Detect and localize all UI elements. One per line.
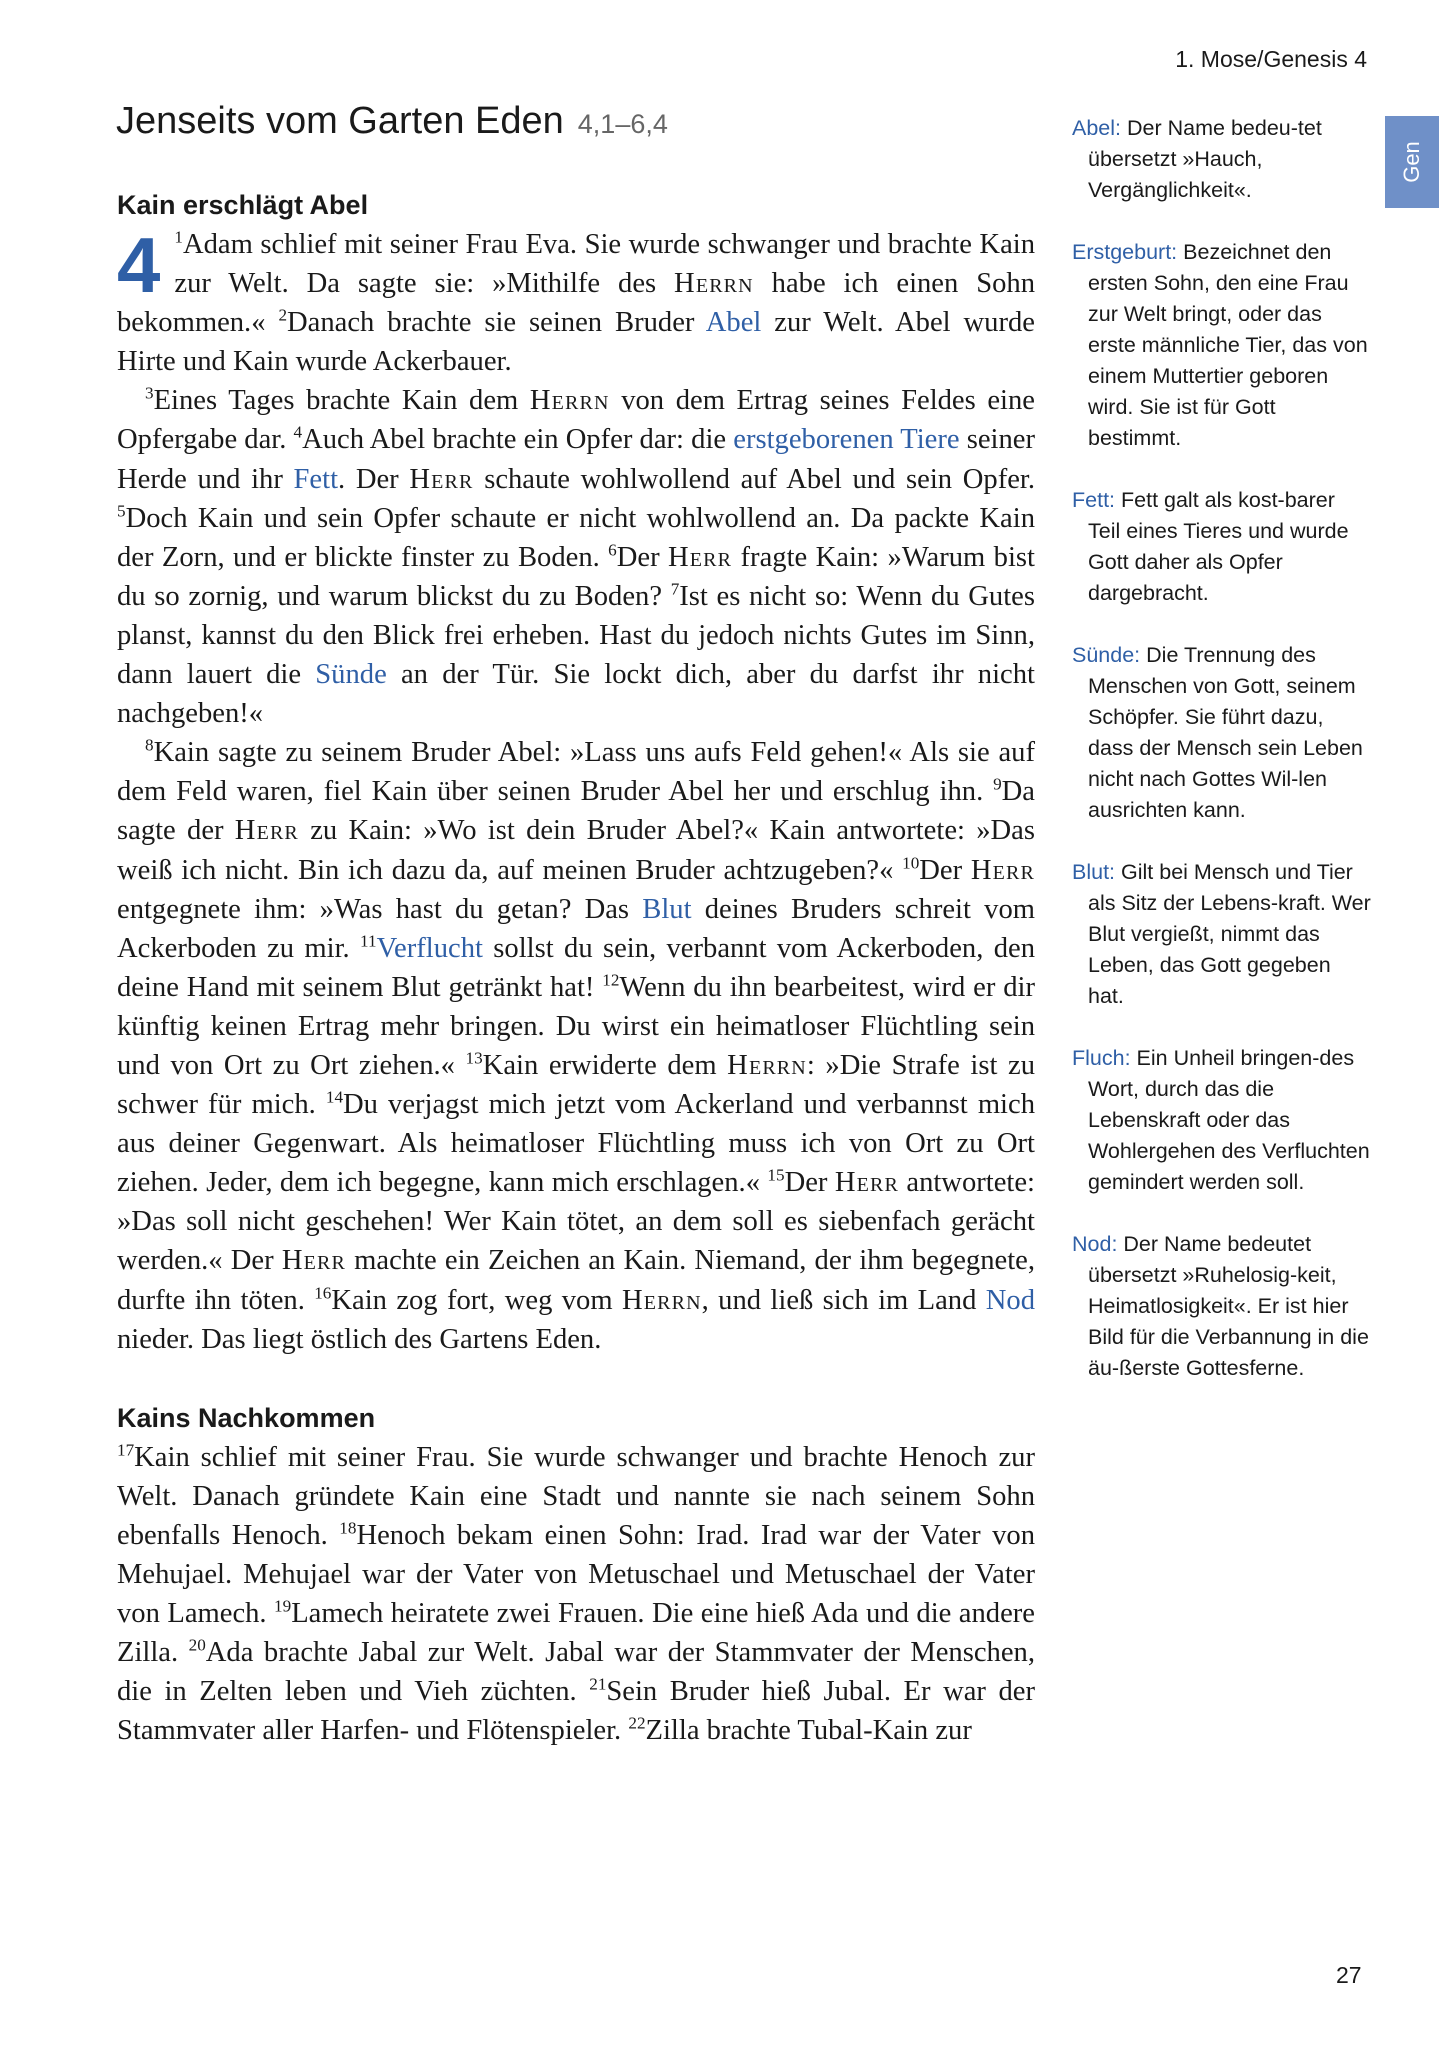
verse-text: Da sagte der [117,776,1035,847]
glossary-term: Fett: [1072,488,1116,512]
verse-number: 13 [465,1048,483,1068]
book-tab-label: Gen [1399,141,1424,183]
glossary-definition: Bezeichnet den ersten Sohn, den eine Frau zur Welt bringt, oder das erste männliche Tier, das von einem Muttertier geboren wird. Sie ist für Gott bestimmt. [1088,240,1368,450]
glossary-definition: Ein Unheil bringen-des Wort, durch das die Lebenskraft oder das Wohlergehen des Verfluchten gemindert werden soll. [1088,1046,1370,1194]
glossary-term: Blut: [1072,860,1116,884]
verse-text: Kain sagte zu seinem Bruder Abel: »Lass uns aufs Feld gehen!« Als sie auf dem Feld waren, fiel Kain über seinen Bruder Abel her und erschlug ihn. [117,737,1035,808]
glossary-link-nod[interactable]: Nod [985,1284,1035,1316]
divine-name: Herrn [621,1284,702,1316]
verse-text: Du verjagst mich jetzt vom Ackerland und verbannst mich aus deiner Gegenwart. Als heimatloser Flüchtling muss ich von Ort zu Ort ziehen. Jeder, dem ich begegne, kann mich erschlagen.« [117,1089,1035,1199]
glossary-definition: Die Trennung des Menschen von Gott, seinem Schöpfer. Sie führt dazu, dass der Mensch sein Leben nicht nach Gottes Wil-len ausrichten kann. [1088,643,1363,822]
divine-name: Herrn [727,1049,807,1081]
glossary-link-blut[interactable]: Blut [642,893,692,925]
verse-text: Der [616,541,669,573]
verse-number: 22 [628,1714,646,1734]
verse-text: Henoch bekam einen Sohn: Irad. Irad war der Vater von Mehujael. Mehujael war der Vater von Metuschael und Metuschael der Vater von Lamech. [117,1519,1036,1630]
glossary-term: Fluch: [1072,1046,1131,1070]
verse-text: , und ließ sich im Land [701,1284,986,1316]
glossary-entry-fett [1072,485,1372,609]
verse-number: 3 [145,384,154,404]
glossary-definition: Der Name bedeu-tet übersetzt »Hauch, Vergänglichkeit«. [1088,116,1322,202]
divine-name: Herr [668,541,733,573]
verse-text: habe ich einen Sohn bekommen.« [117,268,1035,339]
verse-text: deines Bruders schreit vom Ackerboden zu mir. [117,893,1035,964]
verse-text: Der [919,854,971,886]
glossary-entry-abel [1072,113,1372,206]
section-title-text: Jenseits vom Garten Eden [116,100,564,142]
verse-number: 9 [993,775,1002,795]
verse-text: Eines Tages brachte Kain dem [153,385,530,417]
subheading: Kain erschlägt Abel [117,190,369,220]
verse-text: Kain erwiderte dem [482,1049,728,1081]
verse-number: 14 [325,1087,344,1107]
verse-text: an der Tür. Sie lockt dich, aber du darfst ihr nicht nachgeben!« [117,659,1035,730]
verse-text: Der [784,1167,835,1199]
verse-text: Danach brachte sie seinen Bruder [287,307,706,339]
verse-text: antwortete: »Das soll nicht geschehen! Wer Kain tötet, an dem soll es siebenfach gerächt werden.« Der [117,1167,1035,1277]
verse-number: 12 [602,970,620,990]
section-title [116,100,668,143]
verse-text: schaute wohlwollend auf Abel und sein Opfer. [473,463,1036,495]
verse-number: 7 [670,579,680,599]
verse-text: zu Kain: »Wo ist dein Bruder Abel?« Kain antwortete: »Das weiß ich nicht. Bin ich dazu da, auf meinen Bruder achtzugeben?« [117,815,1035,886]
verse-text: zur Welt. Abel wurde Hirte und Kain wurde Ackerbauer. [117,307,1035,378]
verse-text: Lamech heiratete zwei Frauen. Die eine hieß Ada und die andere Zilla. [117,1598,1035,1669]
verse-number: 15 [767,1165,785,1185]
verse-text: Sein Bruder hieß Jubal. Er war der Stammvater aller Harfen- und Flötenspieler. [117,1676,1035,1747]
glossary-term: Erstgeburt: [1072,240,1178,264]
divine-name: Herrn [674,268,754,300]
verse-number: 2 [278,305,288,325]
glossary-entry-suende [1072,640,1372,826]
glossary-link-erstgeburt[interactable]: erstgeborenen Tiere [733,424,960,456]
glossary-definition: Fett galt als kost-barer Teil eines Tieres und wurde Gott daher als Opfer dargebracht. [1088,488,1349,605]
verse-number: 21 [589,1675,607,1694]
paragraph [117,733,1035,1359]
glossary-definition: Gilt bei Mensch und Tier als Sitz der Lebens-kraft. Wer Blut vergießt, nimmt das Leben, das Gott gegeben hat. [1088,860,1371,1008]
glossary-term: Sünde: [1072,643,1141,667]
paragraph [117,1438,1035,1751]
glossary-sidebar [1072,113,1372,1415]
verse-text: Kain schlief mit seiner Frau. Sie wurde schwanger und brachte Henoch zur Welt. Danach gründete Kain eine Stadt und nannte sie nach seinem Sohn ebenfalls Henoch. [117,1441,1035,1551]
main-text [117,186,1035,1750]
running-header: 1. Mose/Genesis 4 [1175,46,1367,72]
glossary-link-fett[interactable]: Fett [293,463,339,495]
verse-number: 11 [360,931,377,951]
verse-text: Auch Abel brachte ein Opfer dar: die [302,424,734,456]
verse-text: Ada brachte Jabal zur Welt. Jabal war der Stammvater der Menschen, die in Zelten leben und Vieh züchten. [117,1637,1035,1708]
paragraph [117,381,1035,733]
glossary-link-fluch[interactable]: Verflucht [376,932,483,964]
verse-text: machte ein Zeichen an Kain. Niemand, der ihm begegnete, durfte ihn töten. [117,1245,1035,1316]
verse-text: Zilla brachte Tubal-Kain zur [645,1715,972,1747]
verse-number: 20 [188,1635,206,1655]
verse-text: Doch Kain und sein Opfer schaute er nicht wohlwollend an. Da packte Kain der Zorn, und er blickte finster zu Boden. [117,502,1035,573]
glossary-entry-erstgeburt [1072,237,1372,454]
verse-number: 6 [608,540,617,560]
verse-text: nieder. Das liegt östlich des Gartens Eden. [117,1323,602,1355]
glossary-entry-fluch [1072,1043,1372,1198]
verse-number: 8 [145,735,154,755]
verse-number: 19 [274,1596,292,1616]
section-range: 4,1–6,4 [577,109,668,139]
glossary-link-abel[interactable]: Abel [705,307,762,339]
glossary-link-suende[interactable]: Sünde [315,659,387,691]
page-number: 27 [1336,1962,1362,1988]
paragraph [117,221,1035,381]
verse-text: Wenn du ihn bearbeitest, wird er dir künftig keinen Ertrag mehr bringen. Du wirst ein heimatloser Flüchtling sein und von Ort zu Ort ziehen.« [117,971,1035,1081]
glossary-term: Nod: [1072,1232,1118,1256]
divine-name: Herr [409,463,474,495]
verse-text: seiner Herde und ihr [117,424,1035,495]
verse-text: : »Die Strafe ist zu schwer für mich. [117,1049,1035,1121]
divine-name: Herr [970,854,1035,886]
verse-text: sollst du sein, verbannt vom Ackerboden, den deine Hand mit seinem Blut getränkt hat! [117,932,1035,1003]
verse-text: Ist es nicht so: Wenn du Gutes planst, kannst du den Blick frei erheben. Hast du jedoch nichts Gutes im Sinn, dann lauert die [117,580,1035,691]
verse-text: entgegnete ihm: »Was hast du getan? Das [117,893,643,925]
divine-name: Herrn [529,385,610,417]
glossary-entry-blut [1072,857,1372,1012]
chapter-number: 4 [117,221,161,309]
verse-text: fragte Kain: »Warum bist du so zornig, und warum blickst du zu Boden? [117,541,1035,612]
verse-number: 4 [293,423,303,443]
subheading: Kains Nachkommen [117,1402,376,1433]
verse-number: 17 [117,1440,135,1460]
verse-number: 1 [174,227,183,247]
verse-text: Adam schlief mit seiner Frau Eva. Sie wurde schwanger und brachte Kain zur Welt. Da sagte sie: »Mithilfe des [174,229,1035,300]
glossary-term: Abel: [1072,116,1122,140]
divine-name: Herr [234,815,299,847]
verse-number: 10 [902,853,920,873]
verse-number: 18 [339,1518,357,1538]
glossary-definition: Der Name bedeutet übersetzt »Ruhelosig-keit, Heimatlosigkeit«. Er ist hier Bild für die Verbannung in die äu-ßerste Gottesferne. [1088,1232,1369,1380]
divine-name: Herr [834,1167,899,1199]
verse-text: . Der [338,463,410,495]
verse-number: 5 [117,501,126,521]
glossary-entry-nod [1072,1229,1372,1384]
divine-name: Herr [281,1245,346,1277]
book-tab[interactable] [1385,116,1439,208]
verse-text: Kain zog fort, weg vom [331,1284,622,1316]
verse-text: von dem Ertrag seines Feldes eine Opfergabe dar. [117,385,1035,456]
verse-number: 16 [314,1283,332,1303]
